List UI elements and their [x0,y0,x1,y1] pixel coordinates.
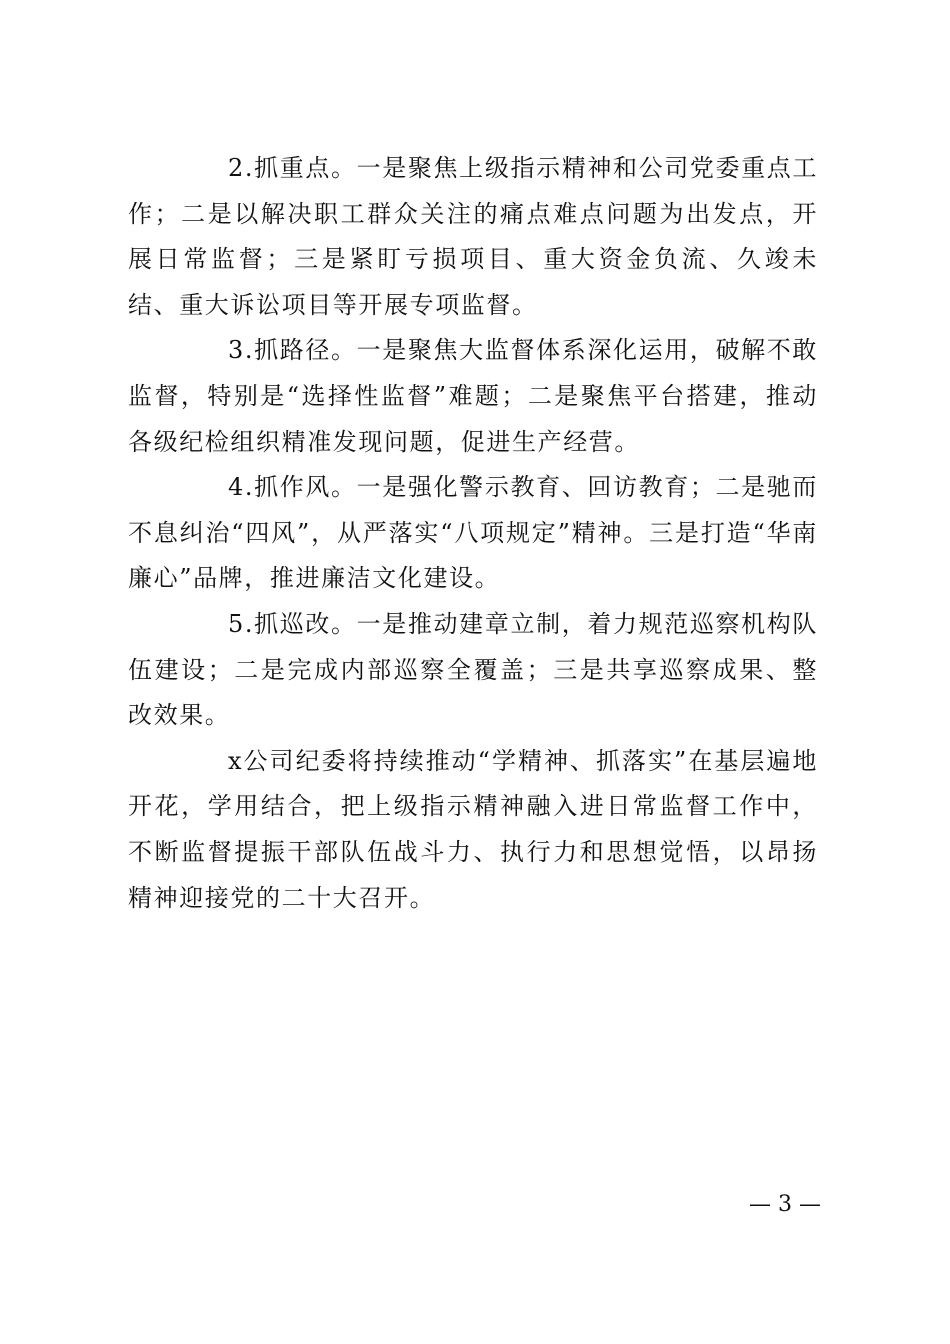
page-number: — 3 — [749,1192,821,1217]
paragraph-work-style: 4.抓作风。一是强化警示教育、回访教育；二是驰而不息纠治“四风”，从严落实“八项规定”精神。三是打造“华南廉心”品牌，推进廉洁文化建设。 [128,473,818,593]
paragraph-inspection-rectification: 5.抓巡改。一是推动建章立制，着力规范巡察机构队伍建设；二是完成内部巡察全覆盖；三是共享巡察成果、整改效果。 [128,609,818,730]
paragraph-pathways: 3.抓路径。一是聚焦大监督体系深化运用，破解不敢监督，特别是“选择性监督”难题；二是聚焦平台搭建，推动各级纪检组织精准发现问题，促进生产经营。 [128,336,818,456]
paragraph-key-points: 2.抓重点。一是聚焦上级指示精神和公司党委重点工作；二是以解决职工群众关注的痛点难点问题为出发点，开展日常监督；三是紧盯亏损项目、重大资金负流、久竣未结、重大诉讼项目等开展专项监督。 [128,154,818,319]
paragraph-conclusion: x公司纪委将持续推动“学精神、抓落实”在基层遍地开花，学用结合，把上级指示精神融入进日常监督工作中，不断监督提振干部队伍战斗力、执行力和思想觉悟，以昂扬精神迎接党的二十大召开。 [128,746,818,912]
document-body [128,146,818,921]
